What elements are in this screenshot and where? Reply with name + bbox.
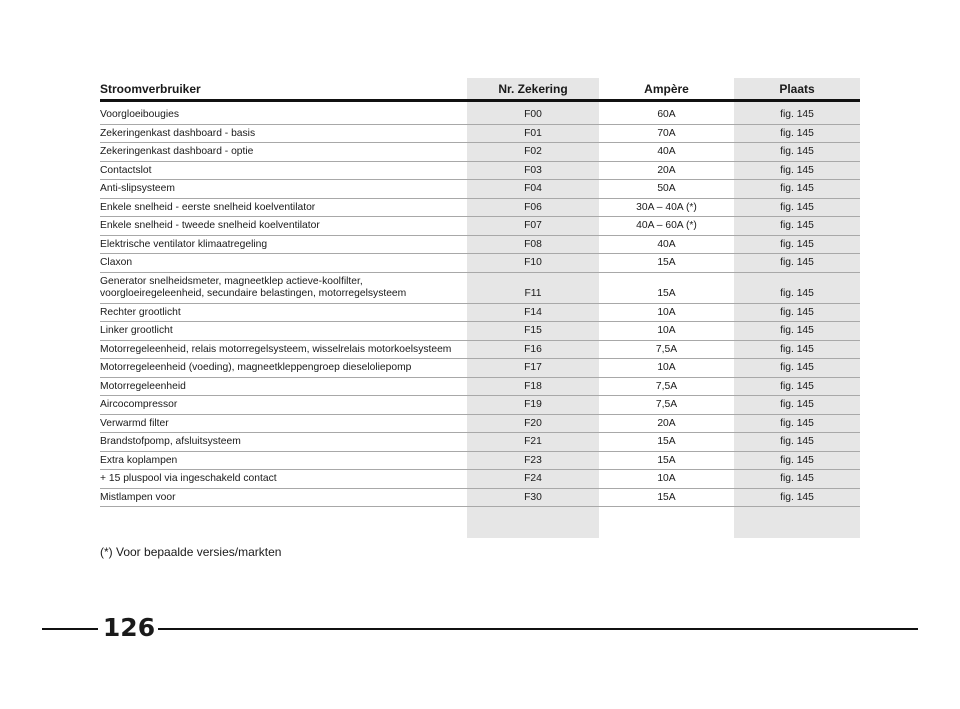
- cell-fuse-number: F24: [467, 470, 599, 489]
- cell-ampere: 15A: [599, 272, 734, 303]
- cell-location: fig. 145: [734, 359, 860, 378]
- table-header-row: [100, 78, 860, 101]
- cell-location: fig. 145: [734, 322, 860, 341]
- cell-fuse-number: F04: [467, 180, 599, 199]
- cell-consumer: Enkele snelheid - tweede snelheid koelventilator: [100, 217, 467, 236]
- cell-consumer: Motorregeleenheid: [100, 377, 467, 396]
- cell-fuse-number: F00: [467, 101, 599, 125]
- cell-ampere: 20A: [599, 161, 734, 180]
- table-row: [100, 303, 860, 322]
- cell-consumer: Voorgloeibougies: [100, 101, 467, 125]
- cell-consumer: Contactslot: [100, 161, 467, 180]
- cell-fuse-number: F19: [467, 396, 599, 415]
- cell-consumer: Elektrische ventilator klimaatregeling: [100, 235, 467, 254]
- table-row: [100, 377, 860, 396]
- table-row: [100, 235, 860, 254]
- cell-ampere: 10A: [599, 359, 734, 378]
- cell-consumer: + 15 pluspool via ingeschakeld contact: [100, 470, 467, 489]
- cell-fuse-number: F18: [467, 377, 599, 396]
- cell-consumer: Anti-slipsysteem: [100, 180, 467, 199]
- cell-ampere: 40A: [599, 235, 734, 254]
- cell-consumer: Rechter grootlicht: [100, 303, 467, 322]
- table-row: [100, 433, 860, 452]
- cell-consumer: Aircocompressor: [100, 396, 467, 415]
- cell-location: fig. 145: [734, 198, 860, 217]
- cell-fuse-number: F08: [467, 235, 599, 254]
- cell-consumer: Mistlampen voor: [100, 488, 467, 507]
- table-row: [100, 470, 860, 489]
- table-row: [100, 272, 860, 303]
- table-row: [100, 161, 860, 180]
- cell-location: fig. 145: [734, 161, 860, 180]
- cell-ampere: 70A: [599, 124, 734, 143]
- page-number: 126: [102, 613, 156, 642]
- cell-location: fig. 145: [734, 101, 860, 125]
- cell-consumer: Linker grootlicht: [100, 322, 467, 341]
- header-fuse-number: Nr. Zekering: [467, 78, 599, 101]
- cell-fuse-number: F20: [467, 414, 599, 433]
- cell-location: fig. 145: [734, 124, 860, 143]
- table-row: [100, 340, 860, 359]
- table-row: [100, 414, 860, 433]
- table-row: [100, 396, 860, 415]
- table-row: [100, 254, 860, 273]
- table-row: [100, 198, 860, 217]
- cell-location: fig. 145: [734, 377, 860, 396]
- cell-location: fig. 145: [734, 433, 860, 452]
- cell-location: fig. 145: [734, 396, 860, 415]
- cell-ampere: 50A: [599, 180, 734, 199]
- cell-location: fig. 145: [734, 235, 860, 254]
- cell-location: fig. 145: [734, 470, 860, 489]
- cell-location: fig. 145: [734, 451, 860, 470]
- cell-ampere: 15A: [599, 451, 734, 470]
- cell-fuse-number: F14: [467, 303, 599, 322]
- cell-location: fig. 145: [734, 414, 860, 433]
- table-row: [100, 322, 860, 341]
- footer-rule-left: [42, 628, 98, 630]
- table-row: [100, 143, 860, 162]
- cell-fuse-number: F10: [467, 254, 599, 273]
- cell-fuse-number: F15: [467, 322, 599, 341]
- cell-consumer: Zekeringenkast dashboard - basis: [100, 124, 467, 143]
- cell-consumer: Generator snelheidsmeter, magneetklep actieve-koolfilter, voorgloeiregeleenheid, secundaire belastingen, motorregelsysteem: [100, 272, 467, 303]
- table-row: [100, 217, 860, 236]
- cell-consumer: Motorregeleenheid (voeding), magneetkleppengroep dieseloliepomp: [100, 359, 467, 378]
- cell-ampere: 15A: [599, 433, 734, 452]
- footer-rule-right: [158, 628, 918, 630]
- fuse-table: [100, 78, 860, 507]
- cell-ampere: 60A: [599, 101, 734, 125]
- cell-fuse-number: F16: [467, 340, 599, 359]
- cell-ampere: 7,5A: [599, 396, 734, 415]
- cell-consumer: Motorregeleenheid, relais motorregelsysteem, wisselrelais motorkoelsysteem: [100, 340, 467, 359]
- cell-ampere: 30A – 40A (*): [599, 198, 734, 217]
- cell-location: fig. 145: [734, 217, 860, 236]
- header-ampere: Ampère: [599, 78, 734, 101]
- cell-ampere: 7,5A: [599, 377, 734, 396]
- table-row: [100, 101, 860, 125]
- cell-ampere: 15A: [599, 254, 734, 273]
- cell-ampere: 40A – 60A (*): [599, 217, 734, 236]
- cell-fuse-number: F21: [467, 433, 599, 452]
- cell-ampere: 10A: [599, 322, 734, 341]
- table-row: [100, 488, 860, 507]
- table-row: [100, 451, 860, 470]
- cell-ampere: 40A: [599, 143, 734, 162]
- cell-location: fig. 145: [734, 143, 860, 162]
- cell-fuse-number: F07: [467, 217, 599, 236]
- cell-fuse-number: F17: [467, 359, 599, 378]
- cell-fuse-number: F06: [467, 198, 599, 217]
- footnote: (*) Voor bepaalde versies/markten: [100, 545, 282, 559]
- cell-consumer: Enkele snelheid - eerste snelheid koelventilator: [100, 198, 467, 217]
- table-body: [100, 101, 860, 507]
- table-row: [100, 180, 860, 199]
- cell-ampere: 20A: [599, 414, 734, 433]
- cell-location: fig. 145: [734, 254, 860, 273]
- cell-fuse-number: F23: [467, 451, 599, 470]
- header-consumer: Stroomverbruiker: [100, 78, 467, 101]
- cell-consumer: Verwarmd filter: [100, 414, 467, 433]
- cell-location: fig. 145: [734, 303, 860, 322]
- cell-location: fig. 145: [734, 340, 860, 359]
- cell-fuse-number: F30: [467, 488, 599, 507]
- cell-fuse-number: F03: [467, 161, 599, 180]
- cell-consumer: Brandstofpomp, afsluitsysteem: [100, 433, 467, 452]
- cell-fuse-number: F11: [467, 272, 599, 303]
- header-location: Plaats: [734, 78, 860, 101]
- cell-ampere: 10A: [599, 470, 734, 489]
- cell-ampere: 15A: [599, 488, 734, 507]
- cell-consumer: Extra koplampen: [100, 451, 467, 470]
- cell-location: fig. 145: [734, 180, 860, 199]
- table-row: [100, 359, 860, 378]
- cell-location: fig. 145: [734, 272, 860, 303]
- table-row: [100, 124, 860, 143]
- cell-ampere: 7,5A: [599, 340, 734, 359]
- cell-location: fig. 145: [734, 488, 860, 507]
- cell-consumer: Claxon: [100, 254, 467, 273]
- cell-ampere: 10A: [599, 303, 734, 322]
- cell-fuse-number: F02: [467, 143, 599, 162]
- cell-fuse-number: F01: [467, 124, 599, 143]
- cell-consumer: Zekeringenkast dashboard - optie: [100, 143, 467, 162]
